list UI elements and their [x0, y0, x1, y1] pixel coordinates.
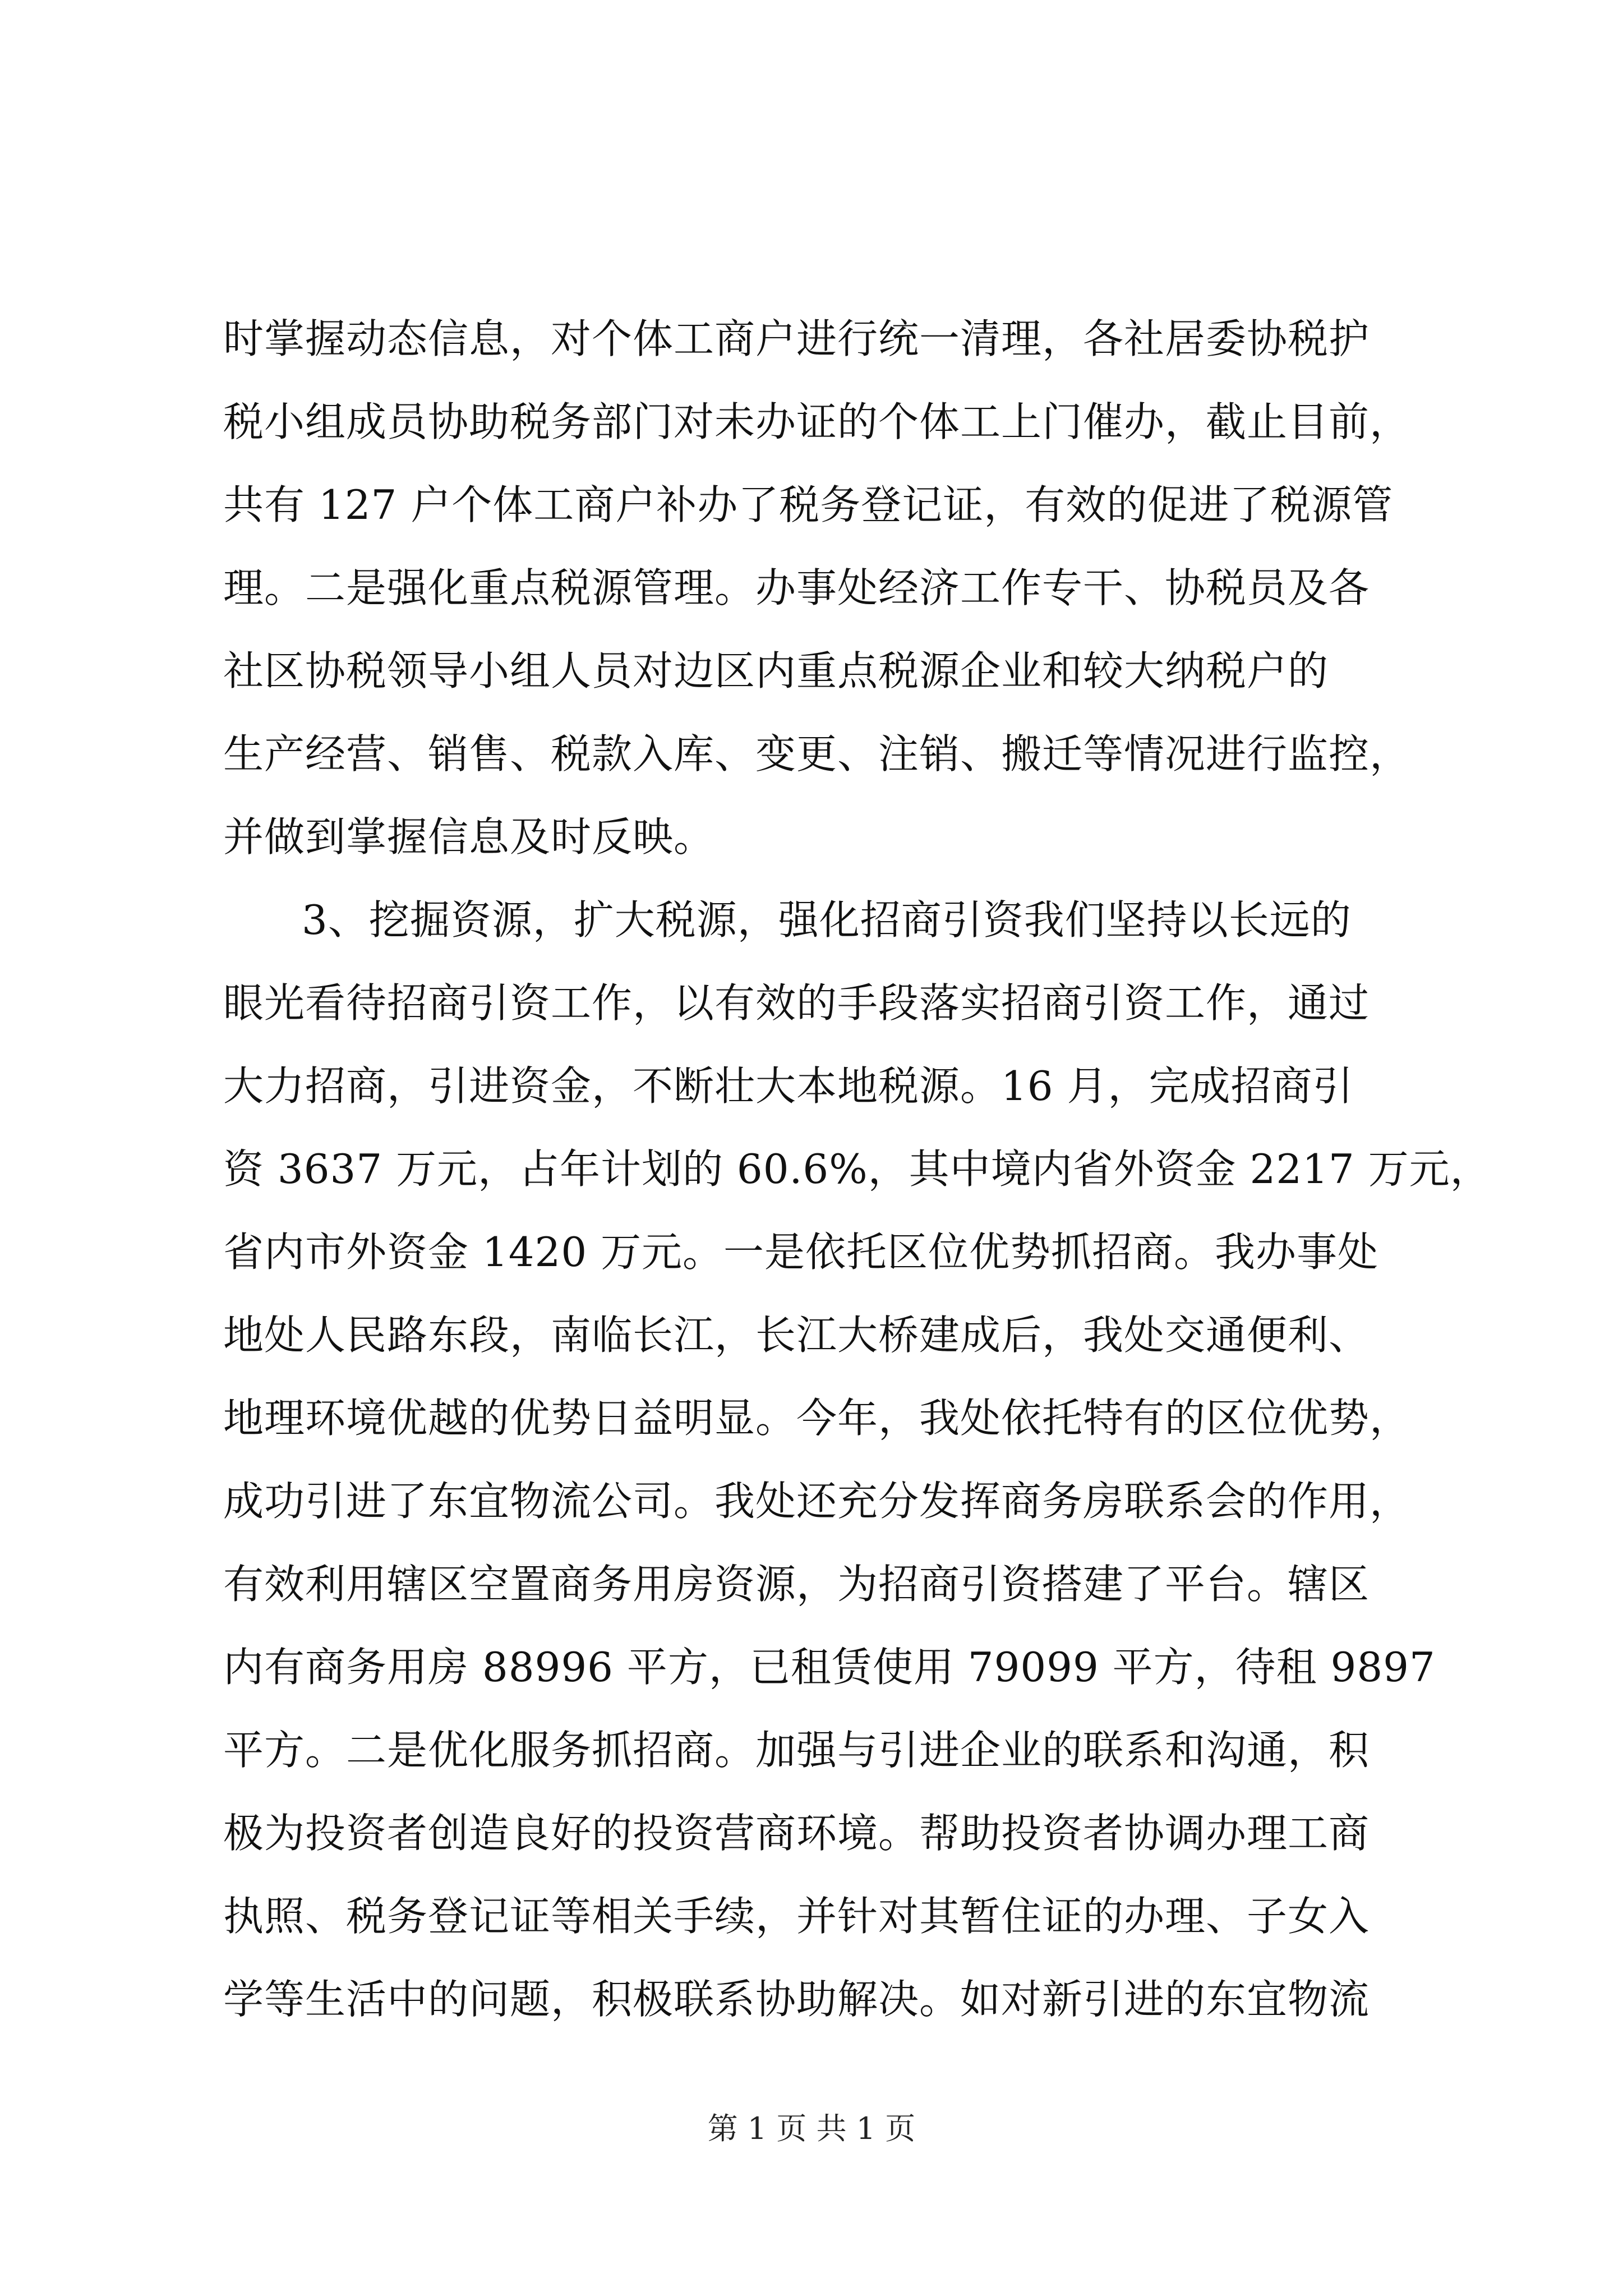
text-line: 理。二是强化重点税源管理。办事处经济工作专干、协税员及各: [223, 564, 1370, 611]
text-line: 地处人民路东段，南临长江，长江大桥建成后，我处交通便利、: [223, 1312, 1370, 1359]
text-line: 时掌握动态信息，对个体工商户进行统一清理，各社居委协税护: [223, 315, 1370, 362]
text-line: 眼光看待招商引资工作，以有效的手段落实招商引资工作，通过: [223, 979, 1370, 1027]
text-line: 地理环境优越的优势日益明显。今年，我处依托特有的区位优势，: [223, 1395, 1411, 1442]
text-line: 税小组成员协助税务部门对未办证的个体工上门催办，截止目前，: [223, 398, 1411, 445]
text-line: 省内市外资金 1420 万元。一是依托区位优势抓招商。我办事处: [223, 1228, 1379, 1276]
text-line: 执照、税务登记证等相关手续，并针对其暂住证的办理、子女入: [223, 1893, 1370, 1940]
page-footer: 第 1 页 共 1 页: [707, 2111, 916, 2146]
text-line: 内有商务用房 88996 平方，已租赁使用 79099 平方，待租 9897: [223, 1644, 1436, 1691]
text-line: 学等生活中的问题，积极联系协助解决。如对新引进的东宜物流: [223, 1976, 1370, 2023]
text-line: 资 3637 万元，占年计划的 60.6%，其中境内省外资金 2217 万元，: [223, 1145, 1491, 1193]
text-line: 大力招商，引进资金，不断壮大本地税源。16 月，完成招商引: [223, 1062, 1354, 1110]
text-line: 有效利用辖区空置商务用房资源，为招商引资搭建了平台。辖区: [223, 1561, 1370, 1608]
text-line: 平方。二是优化服务抓招商。加强与引进企业的联系和沟通，积: [223, 1727, 1370, 1774]
text-line: 极为投资者创造良好的投资营商环境。帮助投资者协调办理工商: [223, 1810, 1370, 1857]
text-line: 成功引进了东宜物流公司。我处还充分发挥商务房联系会的作用，: [223, 1478, 1411, 1525]
text-line: 生产经营、销售、税款入库、变更、注销、搬迁等情况进行监控，: [223, 730, 1411, 777]
body-text: [223, 297, 1491, 2041]
paragraph-start-line: 3、挖掘资源，扩大税源，强化招商引资我们坚持以长远的: [302, 896, 1352, 944]
text-line: 并做到掌握信息及时反映。: [223, 813, 715, 861]
text-line: 社区协税领导小组人员对边区内重点税源企业和较大纳税户的: [223, 647, 1329, 694]
text-line: 共有 127 户个体工商户补办了税务登记证，有效的促进了税源管: [223, 481, 1394, 528]
